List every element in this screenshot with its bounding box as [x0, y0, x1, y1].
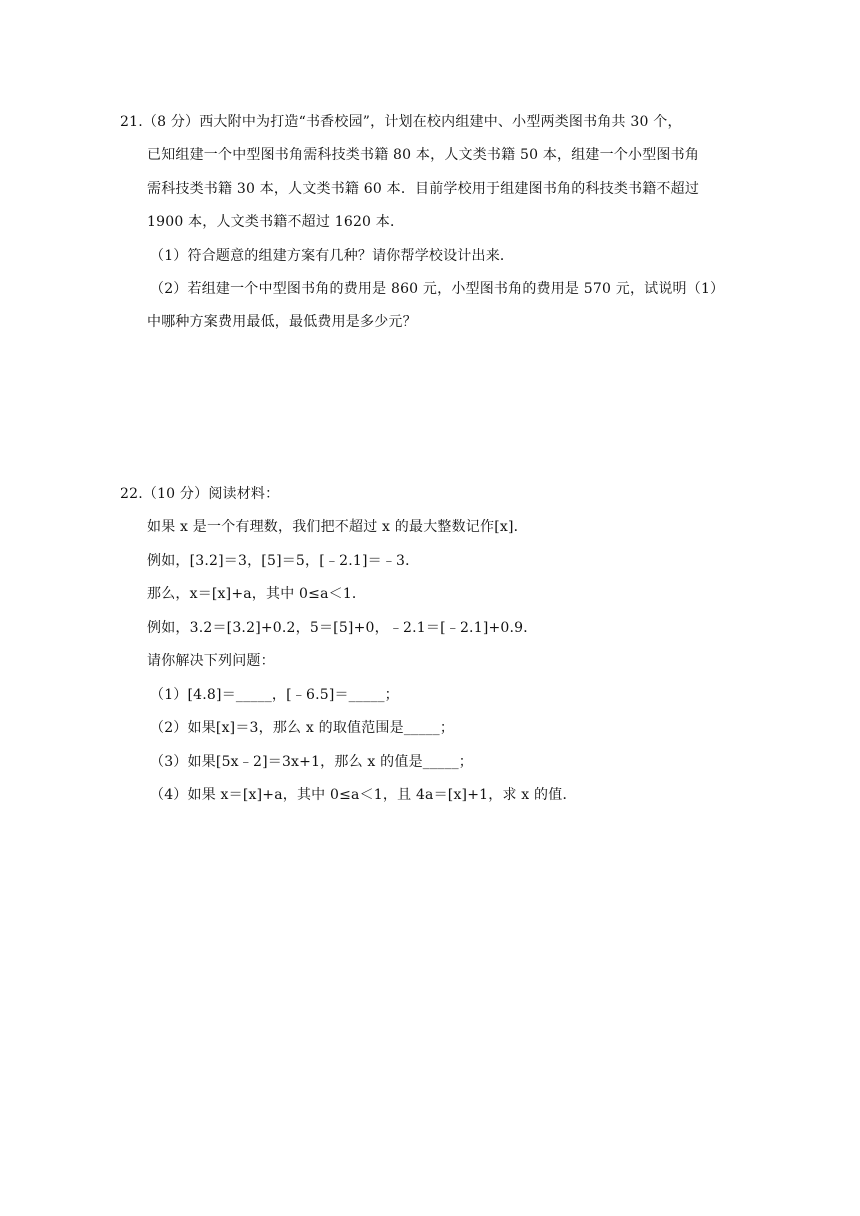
- q21-line-1: 21.（8 分）西大附中为打造“书香校园”，计划在校内组建中、小型两类图书角共 30 个，: [120, 114, 682, 130]
- q22-part-4: （4）如果 x＝[x]+a，其中 0≤a＜1，且 4a＝[x]+1，求 x 的值．: [150, 787, 577, 803]
- q21-line-3: 需科技类书籍 30 本，人文类书籍 60 本．目前学校用于组建图书角的科技类书籍不超过: [147, 181, 700, 197]
- q21-part-2: （2）若组建一个中型图书角的费用是 860 元，小型图书角的费用是 570 元，试说明（1）: [150, 281, 725, 297]
- q22-part-3: （3）如果[5x﹣2]＝3x+1，那么 x 的值是_____；: [150, 754, 473, 770]
- q22-statement: 那么，x＝[x]+a，其中 0≤a＜1．: [147, 586, 367, 602]
- q22-definition: 如果 x 是一个有理数，我们把不超过 x 的最大整数记作[x]．: [147, 519, 528, 535]
- q22-example-1: 例如，[3.2]＝3，[5]＝5，[﹣2.1]＝﹣3．: [147, 553, 420, 569]
- q22-title: 22.（10 分）阅读材料：: [120, 486, 280, 502]
- q22-part-2: （2）如果[x]＝3，那么 x 的取值范围是_____；: [150, 720, 455, 736]
- q21-part-1: （1）符合题意的组建方案有几种？请你帮学校设计出来．: [150, 248, 515, 264]
- q21-line-2: 已知组建一个中型图书角需科技类书籍 80 本，人文类书籍 50 本，组建一个小型图书角: [147, 147, 700, 163]
- q22-example-2: 例如，3.2＝[3.2]+0.2，5＝[5]+0，﹣2.1＝[﹣2.1]+0.9．: [147, 620, 538, 636]
- q21-part-2-cont: 中哪种方案费用最低，最低费用是多少元？: [147, 314, 417, 330]
- q22-part-1: （1）[4.8]＝_____，[﹣6.5]＝_____；: [150, 687, 399, 703]
- q22-instruction: 请你解决下列问题：: [147, 653, 275, 669]
- q21-line-4: 1900 本，人文类书籍不超过 1620 本．: [147, 214, 405, 230]
